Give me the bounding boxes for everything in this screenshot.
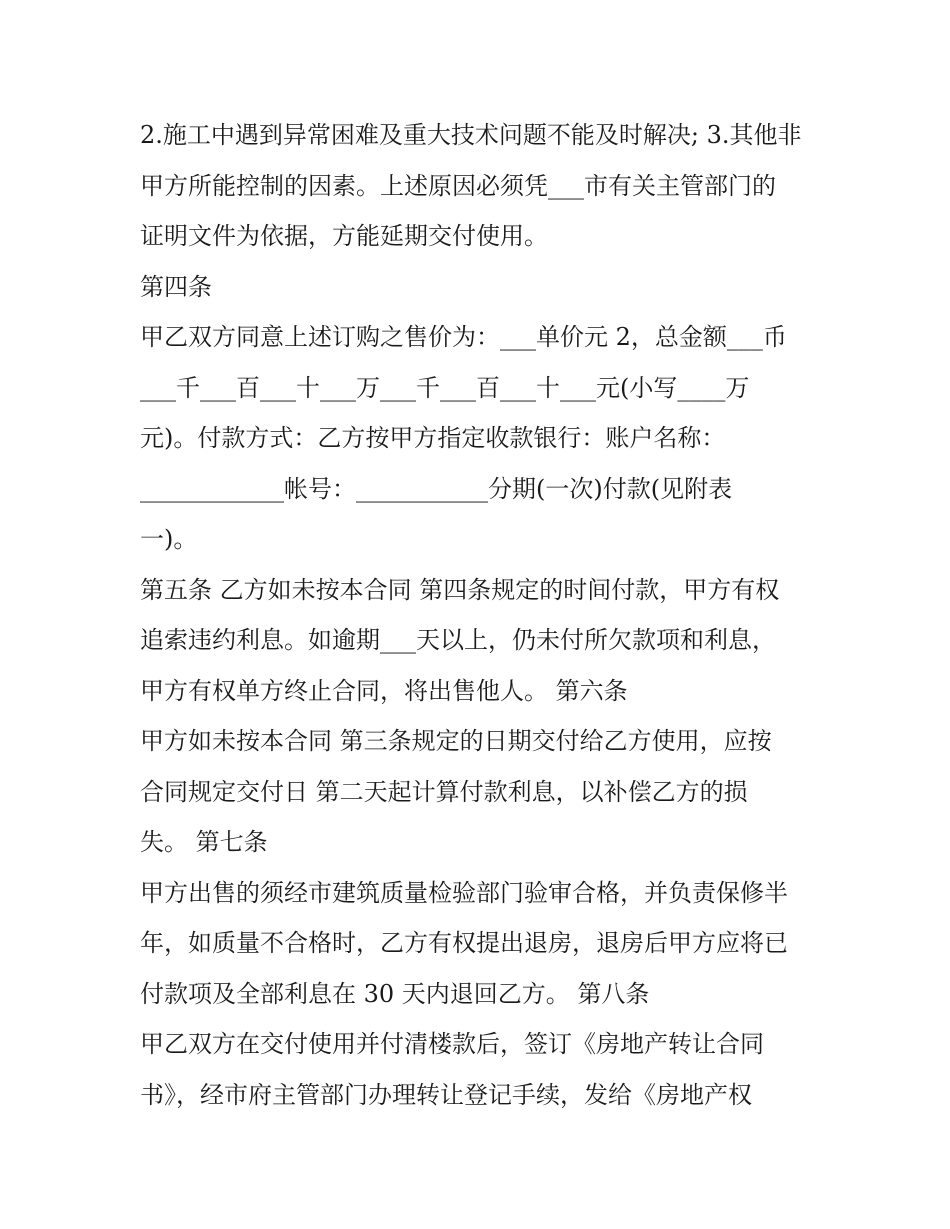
text-line: 付款项及全部利息在 30 天内退回乙方。 第八条: [140, 979, 650, 1008]
text-line: ___千___百___十___万___千___百___十___元(小写____万: [140, 373, 750, 402]
text-line: 甲方出售的须经市建筑质量检验部门验审合格，并负责保修半: [140, 878, 788, 907]
text-line: 甲方所能控制的因素。上述原因必须凭___市有关主管部门的: [140, 171, 776, 200]
text-line: 证明文件为依据，方能延期交付使用。: [140, 222, 548, 250]
article-heading: 第四条: [140, 272, 212, 301]
text-line: 第五条 乙方如未按本合同 第四条规定的时间付款，甲方有权: [140, 575, 780, 604]
text-line: 2.施工中遇到异常困难及重大技术问题不能及时解决; 3.其他非: [140, 121, 802, 149]
text-line: 书》，经市府主管部门办理转让登记手续，发给《房地产权: [140, 1080, 752, 1109]
text-line: 一)。: [140, 525, 198, 553]
text-line: 合同规定交付日 第二天起计算付款利息，以补偿乙方的损: [140, 777, 748, 806]
text-line: 年，如质量不合格时，乙方有权提出退房，退房后甲方应将已: [140, 929, 788, 957]
text-line: ____________帐号：___________分期(一次)付款(见附表: [140, 474, 733, 503]
text-line: 甲方有权单方终止合同，将出售他人。 第六条: [140, 676, 628, 705]
contract-text: [140, 110, 820, 1120]
text-line: 元)。付款方式：乙方按甲方指定收款银行：账户名称：: [140, 424, 726, 452]
text-line: 甲方如未按本合同 第三条规定的日期交付给乙方使用，应按: [140, 727, 772, 755]
text-line: 甲乙双方同意上述订购之售价为：___单价元 2，总金额___币: [140, 323, 787, 351]
text-line: 甲乙双方在交付使用并付清楼款后，签订《房地产转让合同: [140, 1030, 764, 1058]
text-line: 失。 第七条: [140, 828, 268, 856]
text-line: 追索违约利息。如逾期___天以上，仍未付所欠款项和利息，: [140, 626, 776, 654]
